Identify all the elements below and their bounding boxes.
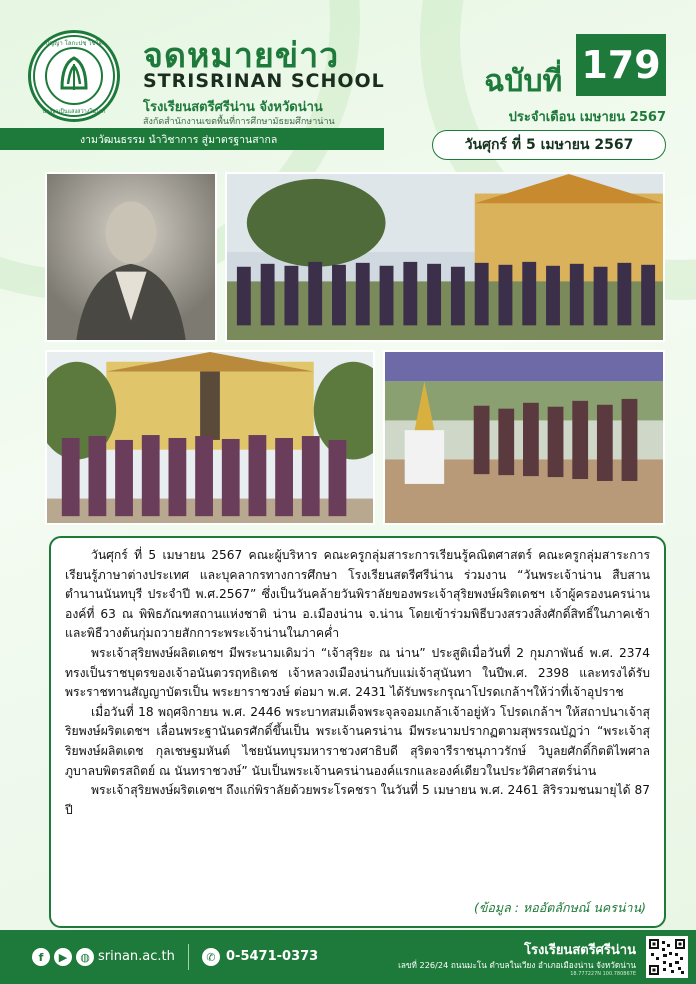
school-emblem-icon — [32, 34, 116, 118]
phone-icon: ✆ — [202, 948, 220, 966]
footer-coordinates: 18.777227N 100.780867E — [570, 971, 636, 977]
issue-date: วันศุกร์ ที่ 5 เมษายน 2567 — [432, 130, 666, 160]
article-box — [49, 536, 666, 928]
qr-code-icon[interactable] — [646, 936, 688, 978]
footer-divider — [188, 944, 189, 970]
group-photo-temple — [225, 172, 665, 342]
article-paragraph: วันศุกร์ ที่ 5 เมษายน 2567 คณะผู้บริหาร คณะครูกลุ่มสาระการเรียนรู้คณิตศาสตร์ คณะครูกลุ่มสาระการเรียนรู้ภาษาต่างประเทศ และบุคลากรทางการศึกษา โรงเรียนสตรีศรีน่าน ร่วมงาน “วันพระเจ้าน่าน สืบสานตำนานนันทบุรี ประจำปี พ.ศ.2567” ซึ่งเป็นวันคล้ายวันพิราลัยของพระเจ้าสุริยพงษ์ผริตเดชฯ เจ้าผู้ครองนครน่าน องค์ที่ 63 ณ พิพิธภัณฑสถานแห่งชาติ น่าน อ.เมืองน่าน จ.น่าน โดยเข้าร่วมพิธีบวงสรวงสิ่งศักดิ์สิทธิ์ในภาคเช้า และพิธีวางต้นกุ่มถวายสักการะพระเจ้าน่านในภาคค่ำ — [65, 548, 650, 641]
website-link[interactable]: srinan.ac.th — [98, 949, 175, 964]
facebook-icon[interactable]: f — [32, 948, 50, 966]
school-name-english: STRISRINAN SCHOOL — [143, 70, 385, 92]
newsletter-title: จดหมายข่าว — [143, 36, 340, 76]
issue-month: ประจำเดือน เมษายน 2567 — [508, 110, 666, 125]
slogan-text: งามวัฒนธรรม นำวิชาการ สู่มาตรฐานสากล — [80, 133, 278, 146]
school-logo — [28, 30, 120, 122]
issue-number: 179 — [576, 34, 666, 96]
phone-number[interactable]: 0-5471-0373 — [226, 949, 319, 964]
web-icon[interactable]: ◍ — [76, 948, 94, 966]
issue-label: ฉบับที่ — [484, 64, 563, 99]
article-source: (ข้อมูล : หออัตลักษณ์ นครน่าน) — [473, 900, 646, 916]
school-name-thai: โรงเรียนสตรีศรีน่าน จังหวัดน่าน — [143, 100, 323, 115]
slogan-bar — [0, 128, 384, 150]
youtube-icon[interactable]: ▶ — [54, 948, 72, 966]
ceremony-photo — [383, 350, 665, 525]
group-photo-monument — [45, 350, 375, 525]
footer-school-name: โรงเรียนสตรีศรีน่าน — [524, 943, 636, 958]
article-paragraph: พระเจ้าสุริยพงษ์ผลิตเดชฯ มีพระนามเดิมว่า “เจ้าสุริยะ ณ น่าน” ประสูติเมื่อวันที่ 2 กุมภาพันธ์ พ.ศ. 2374 ทรงเป็นราชบุตรของเจ้าอนันตวรฤทธิเดช เจ้าหลวงเมืองน่านกับแม่เจ้าสุนันทา ในปีพ.ศ. 2398 และทรงได้รับพระราชทานสัญญาบัตรเป็น พระยาราชวงษ์ ต่อมา พ.ศ. 2431 ได้รับพระกรุณาโปรดเกล้าฯให้ว่าที่เจ้าอุปราช — [65, 645, 650, 700]
portrait-photo — [45, 172, 217, 342]
article-paragraph: เมื่อวันที่ 18 พฤศจิกายน พ.ศ. 2446 พระบาทสมเด็จพระจุลจอมเกล้าเจ้าอยู่หัว โปรดเกล้าฯ ให้สถาปนาเจ้าสุริยพงษ์ผริตเดชฯ เลื่อนพระฐานันดรศักดิ์ขึ้นเป็น พระเจ้านครน่าน มีพระนามปรากฏตามสุพรรณบัฏว่า “พระเจ้าสุริยพงษ์ผลิตเดช กุลเชษฐมหันต์ ไชยนันทบุรมหาราชวงศาธิบดี สุริตจารีราชนุภาวรักษ์ วิบูลยศักดิ์กิตติไพศาล ภูบาลบพิตรสถิตย์ ณ นันทราชวงษ์” นับเป็นพระเจ้านครน่านองค์แรกและองค์เดียวในประวัติศาสตร์น่าน — [65, 704, 650, 778]
svg-text:ปัญญา โลกะปชฺ โชโต: ปัญญา โลกะปชฺ โชโต — [45, 40, 103, 47]
footer — [0, 930, 696, 984]
agency-line: สังกัดสำนักงานเขตพื้นที่การศึกษามัธยมศึกษาน่าน — [143, 117, 335, 127]
footer-address: เลขที่ 226/24 ถนนมะโน ตำบลในเวียง อำเภอเมืองน่าน จังหวัดน่าน — [398, 960, 636, 970]
svg-text:ปัญญาเป็นแสงสว่างในโลก: ปัญญาเป็นแสงสว่างในโลก — [42, 109, 106, 115]
social-icons — [32, 948, 94, 966]
article-paragraph: พระเจ้าสุริยพงษ์ผริตเดชฯ ถึงแก่พิราลัยด้วยพระโรคชรา ในวันที่ 5 เมษายน พ.ศ. 2461 สิริรวมชนมายุได้ 87 ปี — [65, 783, 650, 817]
